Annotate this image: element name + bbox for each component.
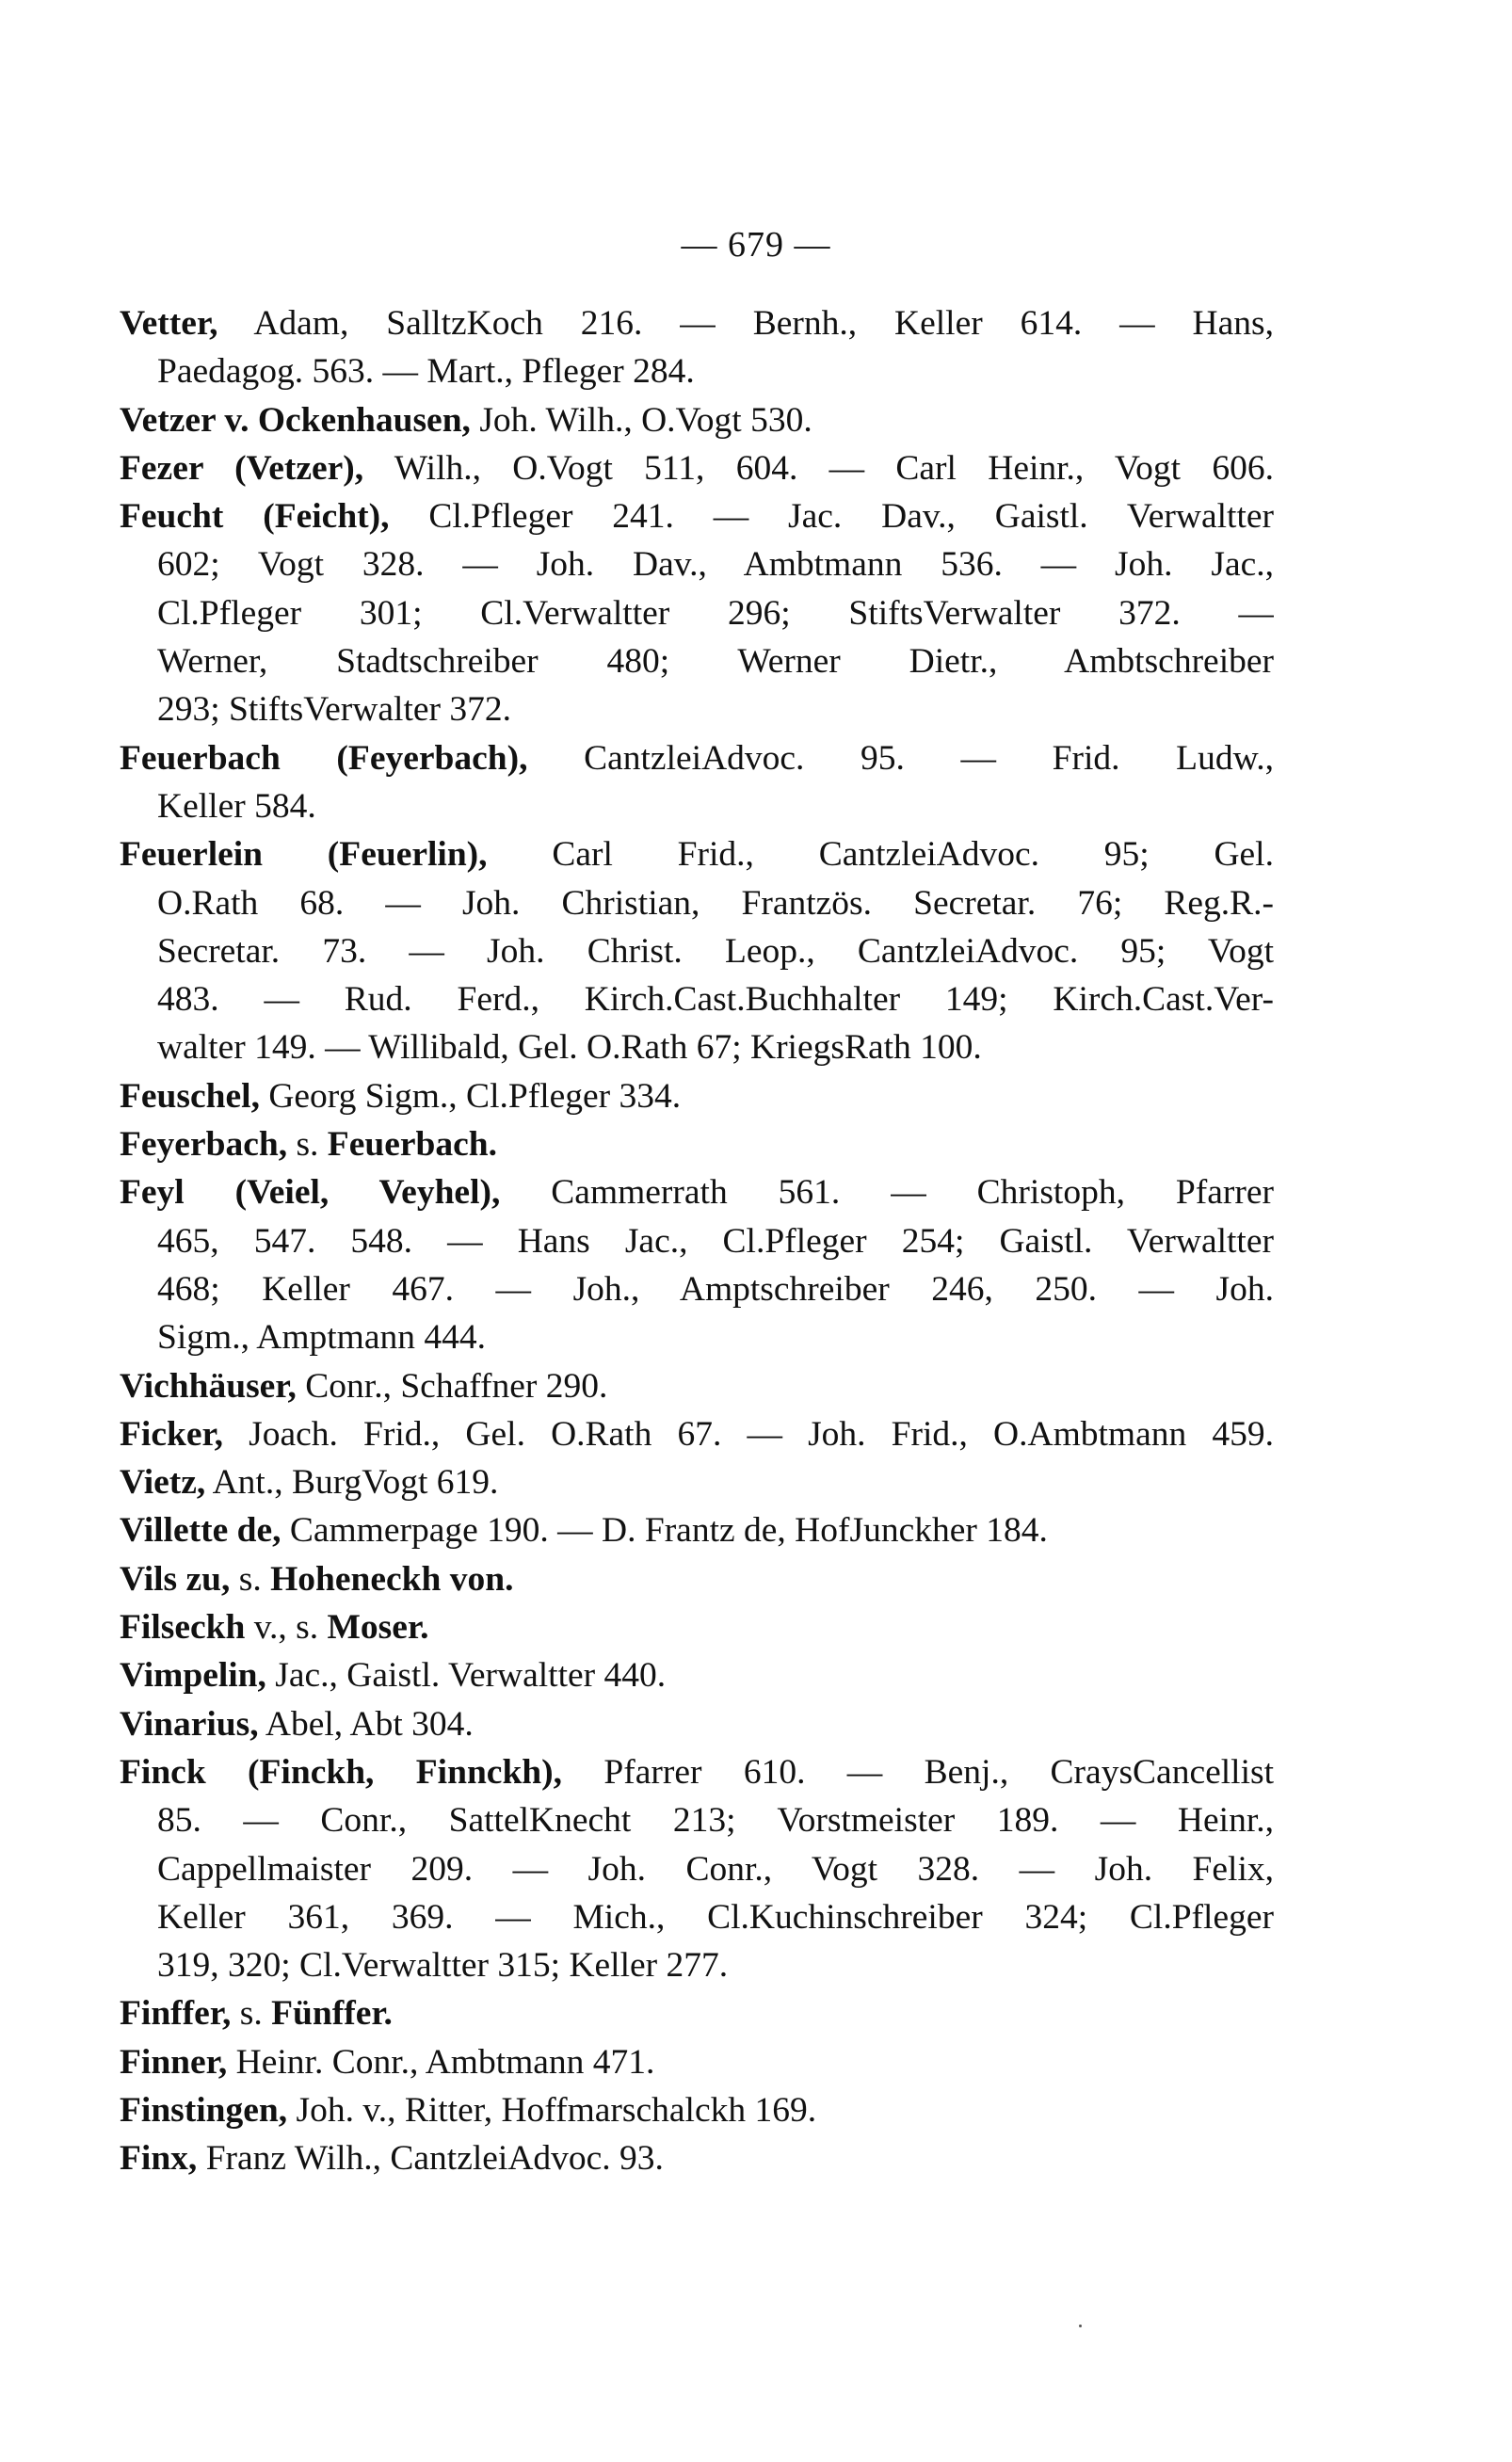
entry-headline: [120, 1362, 1274, 1410]
entry-text: 293; StiftsVerwalter 372.: [157, 690, 511, 730]
entry-continuation-line: [120, 347, 1274, 395]
entry-name-bold: Fezer (Vetzer),: [120, 448, 364, 488]
entry-name-bold: Finck (Finckh, Finnckh),: [120, 1752, 563, 1792]
entry-continuation-line: [120, 637, 1274, 685]
register-entry: [120, 1168, 1274, 1361]
entry-continuation-line: [120, 589, 1274, 637]
entry-headline: [120, 1555, 1274, 1603]
register-entry: [120, 1458, 1274, 1506]
entry-name-bold: Feuschel,: [120, 1076, 260, 1116]
entry-text: Georg Sigm., Cl.Pfleger 334.: [259, 1076, 682, 1116]
entry-text: O.Rath 68. — Joh. Christian, Frantzös. Secretar. 76; Reg.R.-: [157, 883, 1274, 923]
entry-text: v., s.: [245, 1608, 328, 1648]
register-entry: [120, 1651, 1274, 1699]
entry-text: CantzleiAdvoc. 95. — Frid. Ludw.,: [527, 738, 1274, 778]
entry-text: s.: [231, 1994, 272, 2034]
entry-name-bold: Filseckh: [120, 1608, 246, 1648]
entry-text: Franz Wilh., CantzleiAdvoc. 93.: [197, 2139, 664, 2179]
register-entry: [120, 1120, 1274, 1168]
entry-text: s.: [287, 1125, 328, 1165]
entry-continuation-line: [120, 1893, 1274, 1941]
register-entry: [120, 444, 1274, 492]
entry-headline: [120, 1700, 1274, 1748]
entry-text: s.: [230, 1559, 271, 1599]
entry-headline: [120, 1748, 1274, 1796]
entry-text: Cl.Pfleger 241. — Jac. Dav., Gaistl. Verwaltter: [389, 497, 1274, 537]
entry-continuation-line: [120, 782, 1274, 830]
entry-name-bold: Finx,: [120, 2139, 198, 2179]
register-entry: [120, 2134, 1274, 2182]
entry-continuation-line: [120, 1845, 1274, 1893]
register-entry: [120, 1410, 1274, 1458]
entry-text: Paedagog. 563. — Mart., Pfleger 284.: [157, 352, 695, 392]
entry-headline: [120, 2038, 1274, 2086]
register-entry: [120, 396, 1274, 444]
print-speck: [1079, 2325, 1082, 2327]
entry-name-bold: Moser.: [327, 1608, 429, 1648]
entry-continuation-line: [120, 1313, 1274, 1361]
entry-text: Keller 584.: [157, 786, 316, 826]
entry-name-bold: Vetter,: [120, 304, 218, 343]
entry-continuation-line: [120, 685, 1274, 733]
entry-headline: [120, 1651, 1274, 1699]
entry-text: Adam, SalltzKoch 216. — Bernh., Keller 614. — Hans,: [217, 304, 1274, 343]
entry-text: Keller 361, 369. — Mich., Cl.Kuchinschreiber 324; Cl.Pfleger: [157, 1897, 1274, 1937]
register-entry: [120, 1748, 1274, 1989]
entry-name-bold: Feuerbach (Feyerbach),: [120, 738, 528, 778]
entry-headline: [120, 830, 1274, 878]
entry-name-bold: Finstingen,: [120, 2090, 288, 2130]
entry-headline: [120, 396, 1274, 444]
entry-text: Jac., Gaistl. Verwaltter 440.: [265, 1656, 667, 1696]
entry-text: 468; Keller 467. — Joh., Amptschreiber 246, 250. — Joh.: [157, 1269, 1274, 1309]
entry-text: Cammerrath 561. — Christoph, Pfarrer: [500, 1173, 1274, 1213]
register-entry: [120, 1989, 1274, 2037]
entry-text: Secretar. 73. — Joh. Christ. Leop., CantzleiAdvoc. 95; Vogt: [157, 931, 1274, 971]
entry-text: 602; Vogt 328. — Joh. Dav., Ambtmann 536. — Joh. Jac.,: [157, 545, 1274, 585]
register-entry: [120, 2086, 1274, 2134]
entry-headline: [120, 444, 1274, 492]
entry-continuation-line: [120, 927, 1274, 975]
entry-text: Heinr. Conr., Ambtmann 471.: [227, 2042, 655, 2082]
entry-name-bold: Feuerlein (Feuerlin),: [120, 835, 488, 875]
entry-headline: [120, 1506, 1274, 1554]
entry-name-bold: Vils zu,: [120, 1559, 231, 1599]
register-entry: [120, 1603, 1274, 1651]
entry-name-bold: Feucht (Feicht),: [120, 497, 390, 537]
entry-text: 483. — Rud. Ferd., Kirch.Cast.Buchhalter 149; Kirch.Cast.Ver-: [157, 980, 1274, 1020]
entry-text: Joh. v., Ritter, Hoffmarschalckh 169.: [287, 2090, 817, 2130]
entry-text: Cammerpage 190. — D. Frantz de, HofJunckher 184.: [281, 1511, 1048, 1551]
register-entry: [120, 492, 1274, 733]
entry-text: Conr., Schaffner 290.: [296, 1366, 608, 1406]
entry-continuation-line: [120, 1796, 1274, 1844]
entry-text: Joach. Frid., Gel. O.Rath 67. — Joh. Frid., O.Ambtmann 459.: [223, 1414, 1274, 1454]
register-entry: [120, 1362, 1274, 1410]
entry-name-bold: Finffer,: [120, 1994, 232, 2034]
entry-headline: [120, 1168, 1274, 1216]
register-entry: [120, 1506, 1274, 1554]
entry-text: Joh. Wilh., O.Vogt 530.: [470, 400, 812, 440]
entry-headline: [120, 734, 1274, 782]
entry-text: 85. — Conr., SattelKnecht 213; Vorstmeister 189. — Heinr.,: [157, 1801, 1274, 1841]
entry-headline: [120, 1410, 1274, 1458]
entry-text: Sigm., Amptmann 444.: [157, 1318, 486, 1358]
entry-headline: [120, 2134, 1274, 2182]
entry-name-bold: Fünffer.: [271, 1994, 393, 2034]
entry-name-bold: Villette de,: [120, 1511, 281, 1551]
entry-continuation-line: [120, 1023, 1274, 1071]
entry-name-bold: Feuerbach.: [327, 1125, 497, 1165]
entry-headline: [120, 2086, 1274, 2134]
register-entry: [120, 830, 1274, 1071]
entry-headline: [120, 1458, 1274, 1506]
entry-name-bold: Finner,: [120, 2042, 228, 2082]
entry-text: Werner, Stadtschreiber 480; Werner Dietr., Ambtschreiber: [157, 642, 1274, 682]
register-entry: [120, 1555, 1274, 1603]
register-entry: [120, 1072, 1274, 1120]
entry-text: 465, 547. 548. — Hans Jac., Cl.Pfleger 254; Gaistl. Verwaltter: [157, 1221, 1274, 1261]
entry-headline: [120, 1120, 1274, 1168]
entry-continuation-line: [120, 1217, 1274, 1265]
entry-name-bold: Feyl (Veiel, Veyhel),: [120, 1173, 501, 1213]
register-entry: [120, 2038, 1274, 2086]
entry-name-bold: Vichhäuser,: [120, 1366, 297, 1406]
entry-text: Carl Frid., CantzleiAdvoc. 95; Gel.: [487, 835, 1274, 875]
entry-name-bold: Vinarius,: [120, 1704, 259, 1744]
entry-continuation-line: [120, 1265, 1274, 1313]
entry-headline: [120, 1989, 1274, 2037]
entry-continuation-line: [120, 879, 1274, 927]
entry-headline: [120, 492, 1274, 540]
entry-text: Cappellmaister 209. — Joh. Conr., Vogt 328. — Joh. Felix,: [157, 1849, 1274, 1889]
entry-name-bold: Vietz,: [120, 1463, 206, 1503]
register-entry: [120, 734, 1274, 831]
entry-continuation-line: [120, 540, 1274, 588]
entry-headline: [120, 299, 1274, 347]
entry-headline: [120, 1603, 1274, 1651]
register-entry: [120, 299, 1274, 396]
entry-name-bold: Vimpelin,: [120, 1656, 266, 1696]
entry-text: Cl.Pfleger 301; Cl.Verwaltter 296; StiftsVerwalter 372. —: [157, 593, 1274, 633]
entry-text: walter 149. — Willibald, Gel. O.Rath 67; KriegsRath 100.: [157, 1028, 982, 1068]
entry-text: Wilh., O.Vogt 511, 604. — Carl Heinr., Vogt 606.: [363, 448, 1274, 488]
entry-continuation-line: [120, 1941, 1274, 1989]
entry-text: Abel, Abt 304.: [258, 1704, 474, 1744]
entry-name-bold: Ficker,: [120, 1414, 224, 1454]
entry-name-bold: Hoheneckh von.: [270, 1559, 514, 1599]
page-number: — 679 —: [681, 225, 831, 265]
register-entries: [120, 299, 1274, 2183]
entry-name-bold: Vetzer v. Ockenhausen,: [120, 400, 471, 440]
register-entry: [120, 1700, 1274, 1748]
entry-name-bold: Feyerbach,: [120, 1125, 288, 1165]
entry-text: Pfarrer 610. — Benj., CraysCancellist: [562, 1752, 1274, 1792]
entry-continuation-line: [120, 975, 1274, 1023]
entry-text: 319, 320; Cl.Verwaltter 315; Keller 277.: [157, 1946, 729, 1986]
entry-text: Ant., BurgVogt 619.: [205, 1463, 499, 1503]
entry-headline: [120, 1072, 1274, 1120]
